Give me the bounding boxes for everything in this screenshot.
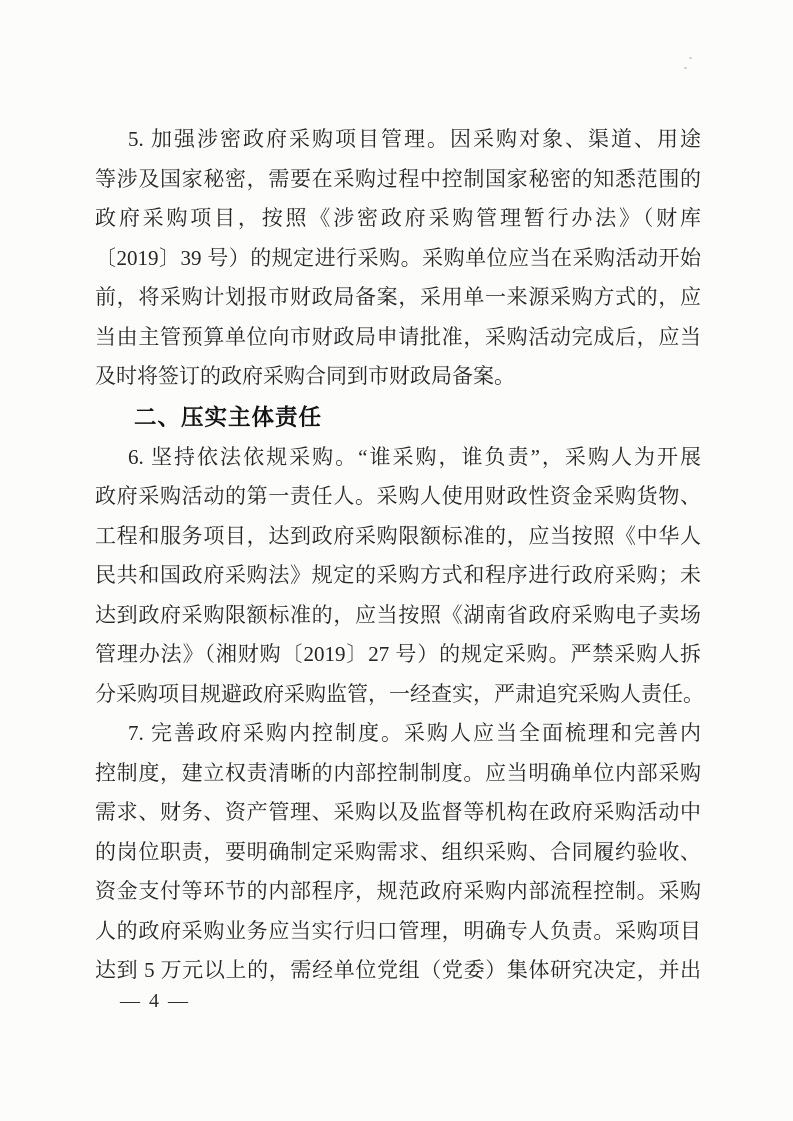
text-line: 资金支付等环节的内部程序，规范政府采购内部流程控制。采购	[95, 879, 701, 903]
text-line: 达到 5 万元以上的，需经单位党组（党委）集体研究决定，并出	[95, 958, 701, 982]
text-line: 控制度，建立权责清晰的内部控制制度。应当明确单位内部采购	[95, 760, 701, 785]
text-line: 达到政府采购限额标准的，应当按照《湖南省政府采购电子卖场	[95, 602, 701, 627]
text-line: 政府采购活动的第一责任人。采购人使用财政性资金采购货物、	[95, 484, 701, 508]
text-line: 前，将采购计划报市财政局备案，采用单一来源采购方式的，应	[95, 285, 701, 309]
text-line: 民共和国政府采购法》规定的采购方式和程序进行政府采购；未	[95, 563, 701, 587]
text-line: 人的政府采购业务应当实行归口管理，明确专人负责。采购项目	[95, 918, 701, 943]
text-line: 当由主管预算单位向市财政局申请批准，采购活动完成后，应当	[95, 324, 701, 349]
text-line: 工程和服务项目，达到政府采购限额标准的，应当按照《中华人	[95, 523, 701, 548]
text-line: 等涉及国家秘密，需要在采购过程中控制国家秘密的知悉范围的	[95, 166, 701, 191]
text-line: 5. 加强涉密政府采购项目管理。因采购对象、渠道、用途	[128, 127, 701, 151]
text-line: 及时将签订的政府采购合同到市财政局备案。	[95, 364, 515, 388]
text-line: 政府采购项目，按照《涉密政府采购管理暂行办法》（财库	[95, 206, 701, 230]
page-number: — 4 —	[120, 990, 190, 1012]
text-line: 需求、财务、资产管理、采购以及监督等机构在政府采购活动中	[95, 800, 701, 824]
text-line: 的岗位职责，要明确制定采购需求、组织采购、合同履约验收、	[95, 839, 701, 864]
text-line: 7. 完善政府采购内控制度。采购人应当全面梳理和完善内	[128, 721, 701, 745]
scan-speck	[684, 67, 687, 69]
text-line: 〔2019〕39 号）的规定进行采购。采购单位应当在采购活动开始	[95, 245, 701, 270]
document-body	[95, 120, 704, 991]
text-line: 管理办法》（湘财购〔2019〕27 号）的规定采购。严禁采购人拆	[95, 642, 701, 666]
section-heading-2: 二、压实主体责任	[134, 404, 323, 430]
scan-speck	[689, 57, 692, 59]
text-line: 6. 坚持依法依规采购。“谁采购，谁负责”，采购人为开展	[128, 444, 701, 469]
text-line: 分采购项目规避政府采购监管，一经查实，严肃追究采购人责任。	[95, 681, 704, 706]
